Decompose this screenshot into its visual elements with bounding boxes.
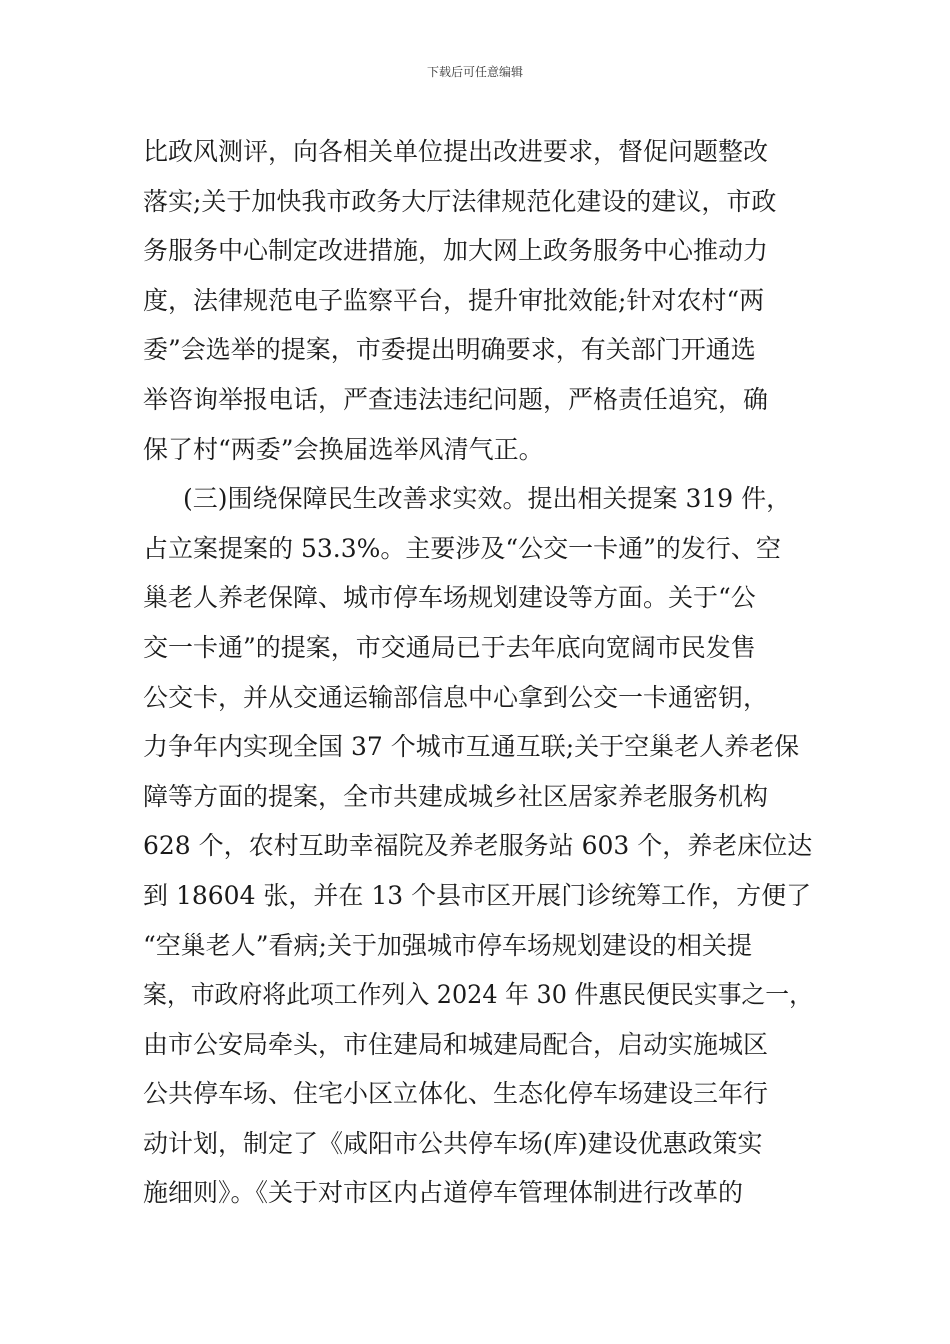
paragraph-first-line: (三)围绕保障民生改善求实效。提出相关提案 319 件，: [183, 484, 792, 514]
text-line: “空巢老人”看病;关于加强城市停车场规划建设的相关提: [143, 930, 752, 960]
text-line: 由市公安局牵头，市住建局和城建局配合，启动实施城区: [143, 1029, 769, 1059]
text-line: 施细则》。《关于对市区内占道停车管理体制进行改革的: [143, 1178, 744, 1208]
page-header: 下载后可任意编辑: [426, 65, 523, 79]
text-line: 案，市政府将此项工作列入 2024 年 30 件惠民便民实事之一，: [143, 980, 813, 1010]
text-line: 公交卡，并从交通运输部信息中心拿到公交一卡通密钥，: [143, 682, 769, 712]
text-line: 到 18604 张，并在 13 个县市区开展门诊统筹工作，方便了: [143, 880, 812, 910]
text-line: 占立案提案的 53.3%。主要涉及“公交一卡通”的发行、空: [143, 533, 781, 563]
text-line: 保了村“两委”会换届选举风清气正。: [143, 434, 544, 464]
text-line: 障等方面的提案，全市共建成城乡社区居家养老服务机构: [143, 781, 769, 811]
text-line: 巢老人养老保障、城市停车场规划建设等方面。关于“公: [143, 583, 756, 613]
document-body: [143, 127, 813, 1218]
text-line: 委”会选举的提案，市委提出明确要求，有关部门开通选: [143, 335, 756, 365]
text-line: 628 个，农村互助幸福院及养老服务站 603 个，养老床位达: [143, 831, 813, 861]
text-line: 公共停车场、住宅小区立体化、生态化停车场建设三年行: [143, 1079, 769, 1109]
text-line: 动计划，制定了《咸阳市公共停车场(库)建设优惠政策实: [143, 1128, 763, 1158]
text-line: 力争年内实现全国 37 个城市互通互联;关于空巢老人养老保: [143, 732, 800, 762]
text-line: 比政风测评，向各相关单位提出改进要求，督促问题整改: [143, 137, 769, 166]
text-line: 举咨询举报电话，严查违法违纪问题，严格责任追究，确: [143, 384, 769, 414]
text-line: 度，法律规范电子监察平台，提升审批效能;针对农村“两: [143, 285, 765, 315]
text-line: 务服务中心制定改进措施，加大网上政务服务中心推动力: [143, 236, 769, 266]
text-line: 落实;关于加快我市政务大厅法律规范化建设的建议，市政: [143, 186, 777, 216]
text-line: 交一卡通”的提案，市交通局已于去年底向宽阔市民发售: [143, 632, 756, 662]
